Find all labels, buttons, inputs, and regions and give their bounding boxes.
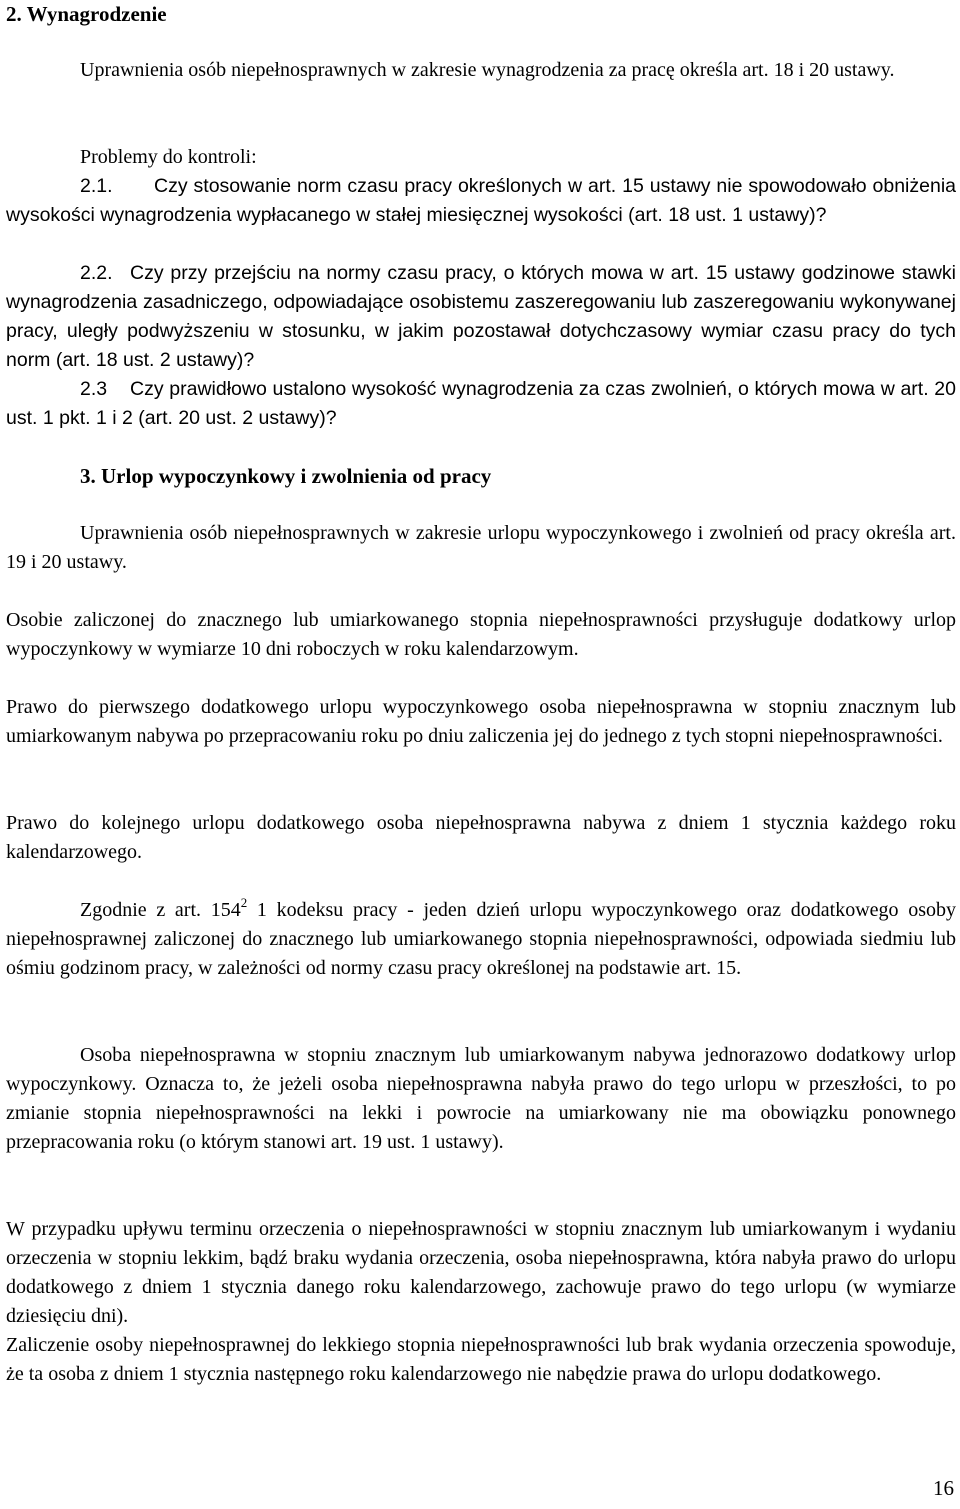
problem-item-2-3 bbox=[6, 375, 956, 433]
problem-item-text: Czy prawidłowo ustalono wysokość wynagrodzenia za czas zwolnień, o których mowa w art. 20 ust. 1 pkt. 1 i 2 (art. 20 ust. 2 ustawy)? bbox=[6, 378, 956, 429]
section-2-intro: Uprawnienia osób niepełnosprawnych w zakresie wynagrodzenia za pracę określa art. 18 i 20 ustawy. bbox=[80, 59, 895, 81]
section-3-paragraph: Osoba niepełnosprawna w stopniu znacznym lub umiarkowanym nabywa jednorazowo dodatkowy urlop wypoczynkowy. Oznacza to, że jeżeli osoba niepełnosprawna nabyła prawo do tego urlopu w przeszłości, to po zmianie stopnia niepełnosprawności na lekki i powrocie na umiarkowany nie ma obowiązku ponownego przepracowania roku (o którym stanowi art. 19 ust. 1 ustawy). bbox=[6, 1044, 956, 1153]
problem-item-number: 2.2. bbox=[80, 262, 113, 284]
section-2-heading: 2. Wynagrodzenie bbox=[6, 2, 167, 26]
section-3-paragraph: Zaliczenie osoby niepełnosprawnej do lekkiego stopnia niepełnosprawności lub brak wydania orzeczenia spowoduje, że ta osoba z dniem 1 stycznia następnego roku kalendarzowego nie nabędzie prawa do urlopu dodatkowego. bbox=[6, 1334, 956, 1385]
paragraph-lead: Zgodnie z art. 154 bbox=[80, 899, 241, 921]
superscript: 2 bbox=[240, 895, 248, 910]
paragraph-rest: 1 kodeksu pracy - jeden dzień urlopu wypoczynkowego oraz dodatkowego osoby niepełnosprawnej zaliczonej do znacznego lub umiarkowanego stopnia niepełnosprawności, odpowiada siedmiu lub ośmiu godzinom pracy, w zależności od normy czasu pracy określonej na podstawie art. 15. bbox=[6, 899, 956, 979]
page-number: 16 bbox=[933, 1476, 954, 1500]
section-3-paragraph-art-154 bbox=[6, 896, 956, 983]
problem-item-text: Czy przy przejściu na normy czasu pracy, o których mowa w art. 15 ustawy godzinowe stawki wynagrodzenia zasadniczego, odpowiadające osobistemu zaszeregowaniu lub zaszeregowaniu wykonywanej pracy, uległy podwyższeniu w stosunku, w jakim pozostawał dotychczasowy wymiar czasu pracy do tych norm (art. 18 ust. 2 ustawy)? bbox=[6, 262, 956, 371]
section-3-paragraph: Prawo do pierwszego dodatkowego urlopu wypoczynkowego osoba niepełnosprawna w stopniu znacznym lub umiarkowanym nabywa po przepracowaniu roku po dniu zaliczenia jej do jednego z tych stopni niepełnosprawności. bbox=[6, 696, 956, 747]
section-3-paragraph: Osobie zaliczonej do znacznego lub umiarkowanego stopnia niepełnosprawności przysługuje dodatkowy urlop wypoczynkowy w wymiarze 10 dni roboczych w roku kalendarzowym. bbox=[6, 609, 956, 660]
section-3-paragraph: Prawo do kolejnego urlopu dodatkowego osoba niepełnosprawna nabywa z dniem 1 stycznia każdego roku kalendarzowego. bbox=[6, 812, 956, 863]
problem-item-number: 2.3 bbox=[80, 378, 108, 400]
section-3-paragraph: Uprawnienia osób niepełnosprawnych w zakresie urlopu wypoczynkowego i zwolnień od pracy określa art. 19 i 20 ustawy. bbox=[6, 522, 956, 573]
problems-label: Problemy do kontroli: bbox=[80, 146, 257, 168]
problem-item-2-2 bbox=[6, 259, 956, 375]
problem-item-2-1 bbox=[6, 172, 956, 230]
section-3-heading: 3. Urlop wypoczynkowy i zwolnienia od pracy bbox=[80, 464, 492, 488]
problem-item-text: Czy stosowanie norm czasu pracy określonych w art. 15 ustawy nie spowodowało obniżenia wysokości wynagrodzenia wypłacanego w stałej miesięcznej wysokości (art. 18 ust. 1 ustawy)? bbox=[6, 175, 956, 226]
section-3-paragraph: W przypadku upływu terminu orzeczenia o niepełnosprawności w stopniu znacznym lub umiarkowanym i wydaniu orzeczenia w stopniu lekkim, bądź braku wydania orzeczenia, osoba niepełnosprawna, która nabyła prawo do urlopu dodatkowego z dniem 1 stycznia danego roku kalendarzowego, zachowuje prawo do tego urlopu (w wymiarze dziesięciu dni). bbox=[6, 1218, 956, 1327]
problem-item-number: 2.1. bbox=[80, 175, 113, 197]
